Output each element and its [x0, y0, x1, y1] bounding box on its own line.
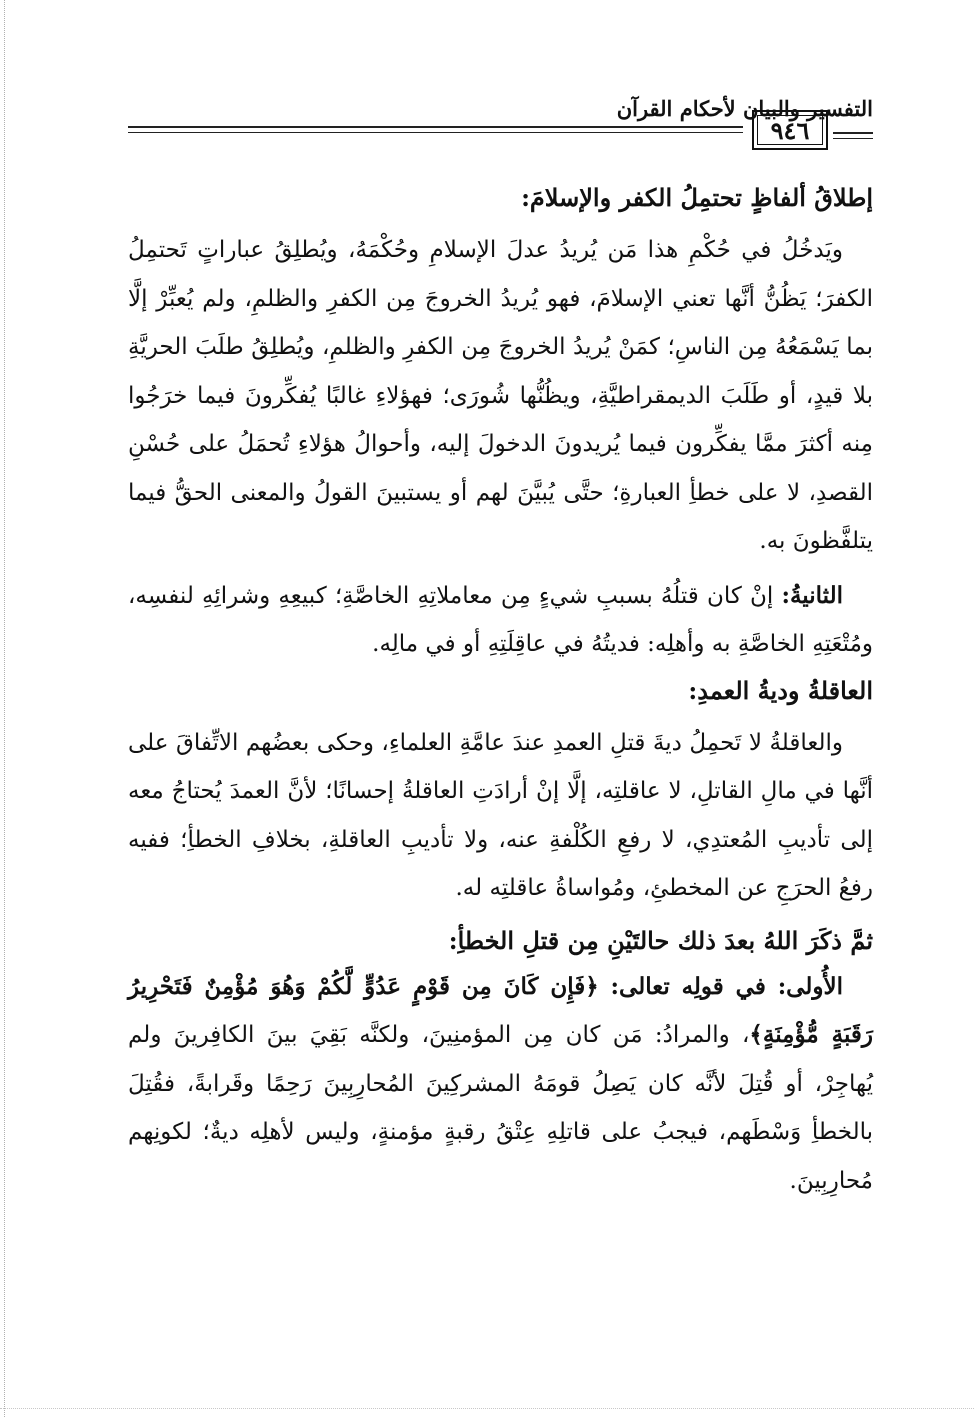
paragraph: ويَدخُلُ في حُكْمِ هذا مَن يُريدُ عدلَ الإسلامِ وحُكْمَهُ، ويُطلِقُ عباراتٍ تَحتمِلُ الكفرَ؛ يَظُنُّ أنَّها تعني الإسلامَ، فهو يُريدُ الخروجَ مِن الكفرِ والظلمِ، ولم يُعبِّرْ إلَّا بما يَسْمَعُهُ مِن الناسِ؛ كمَنْ يُريدُ الخروجَ مِن الكفرِ والظلمِ، ويُطلِقُ طلَبَ الحريَّةِ بلا قيدٍ، أو طَلَبَ الديمقراطيَّةِ، ويظُنُّها شُورَى؛ فهؤلاءِ غالبًا يُفكِّرونَ فيما خرَجُوا مِنه أكثرَ ممَّا يفكِّرون فيما يُريدونَ الدخولَ إليه، وأحوالُ هؤلاءِ تُحمَلُ على حُسْنِ القصدِ، لا على خطأِ العبارةِ؛ حتَّى يُبيَّنَ لهم أو يستبينَ القولُ والمعنى الحقُّ فيما يتلفَّظونَ به. — [128, 237, 873, 554]
paragraph-intro: في قولِه تعالى: — [598, 972, 778, 1000]
scan-edge — [0, 1408, 974, 1409]
header-rule — [833, 132, 873, 134]
section-heading: إطلاقُ ألفاظٍ تحتمِلُ الكفر والإسلامَ: — [521, 183, 873, 212]
section-heading: ثمَّ ذكَرَ اللهُ بعدَ ذلك حالتَيْنِ مِن قتلِ الخطأِ: — [448, 925, 873, 955]
header-rule — [833, 138, 873, 139]
quran-verse: ﴿فَإِن كَانَ مِن قَوْمٍ عَدُوٍّ لَّكُمْ وَهُوَ مُؤْمِنٌ فَتَحْرِيرُ رَقَبَةٍ مُّؤْمِنَةٍ﴾ — [128, 972, 874, 1048]
header-rule — [128, 126, 743, 128]
paragraph: والعاقلةُ لا تَحمِلُ ديةَ قتلِ العمدِ عندَ عامَّةِ العلماءِ، وحكى بعضُهم الاتِّفاقَ على أنَّها في مالِ القاتلِ، لا عاقلتِه، إلَّا إنْ أرادَتِ العاقلةُ إحسانًا؛ لأنَّ العمدَ يُحتاجُ معه إلى تأديبِ المُعتدِي، لا رفعِ الكُلْفةِ عنه، ولا تأديبِ العاقلةِ، بخلافِ الخطأِ؛ ففيه رفعُ الحرَجِ عن المخطئِ، ومُواساةُ عاقلتِه له. — [128, 729, 873, 901]
paragraph-text: ، والمرادُ: مَن كان مِن المؤمنِينَ، ولكنَّه بَقِيَ بينَ الكافِرينَ ولم يُهاجِرْ، أو قُتِلَ لأنَّه كان يَصِلُ قومَهُ المشركِينَ المُحارِبِينَ رَحِمًا وقَرابةً، فقُتِلَ بالخطأِ وَسْطَهم، فيجبُ على قاتلِهِ عِتْقُ رقبةٍ مؤمنةٍ، وليس لأهلِه ديةٌ؛ لكونِهم مُحارِبِينَ. — [128, 1022, 873, 1194]
page-body — [128, 176, 873, 1205]
paragraph — [128, 572, 873, 669]
page-number: ٩٤٦ — [752, 110, 828, 150]
book-title: التفسير والبيان لأحكام القرآن — [616, 96, 873, 121]
header-rule — [128, 132, 743, 133]
scan-edge — [4, 0, 5, 1417]
paragraph-lead: الأُولى: — [777, 972, 843, 1000]
paragraph-text: إنْ كان قتلُهُ بسببِ شيءٍ مِن معاملاتِهِ الخاصَّةِ؛ كبيعِهِ وشرائِهِ لنفسِه، ومُتْعَتِهِ الخاصَّةِ به وأهلِه: فديتُهُ في عاقِلَتِهِ أو في مالِه. — [128, 582, 873, 657]
paragraph — [128, 963, 873, 1206]
paragraph-lead: الثانيةُ: — [781, 581, 843, 609]
section-heading: العاقلةُ وديةُ العمدِ: — [688, 675, 873, 705]
page-header — [128, 96, 873, 156]
